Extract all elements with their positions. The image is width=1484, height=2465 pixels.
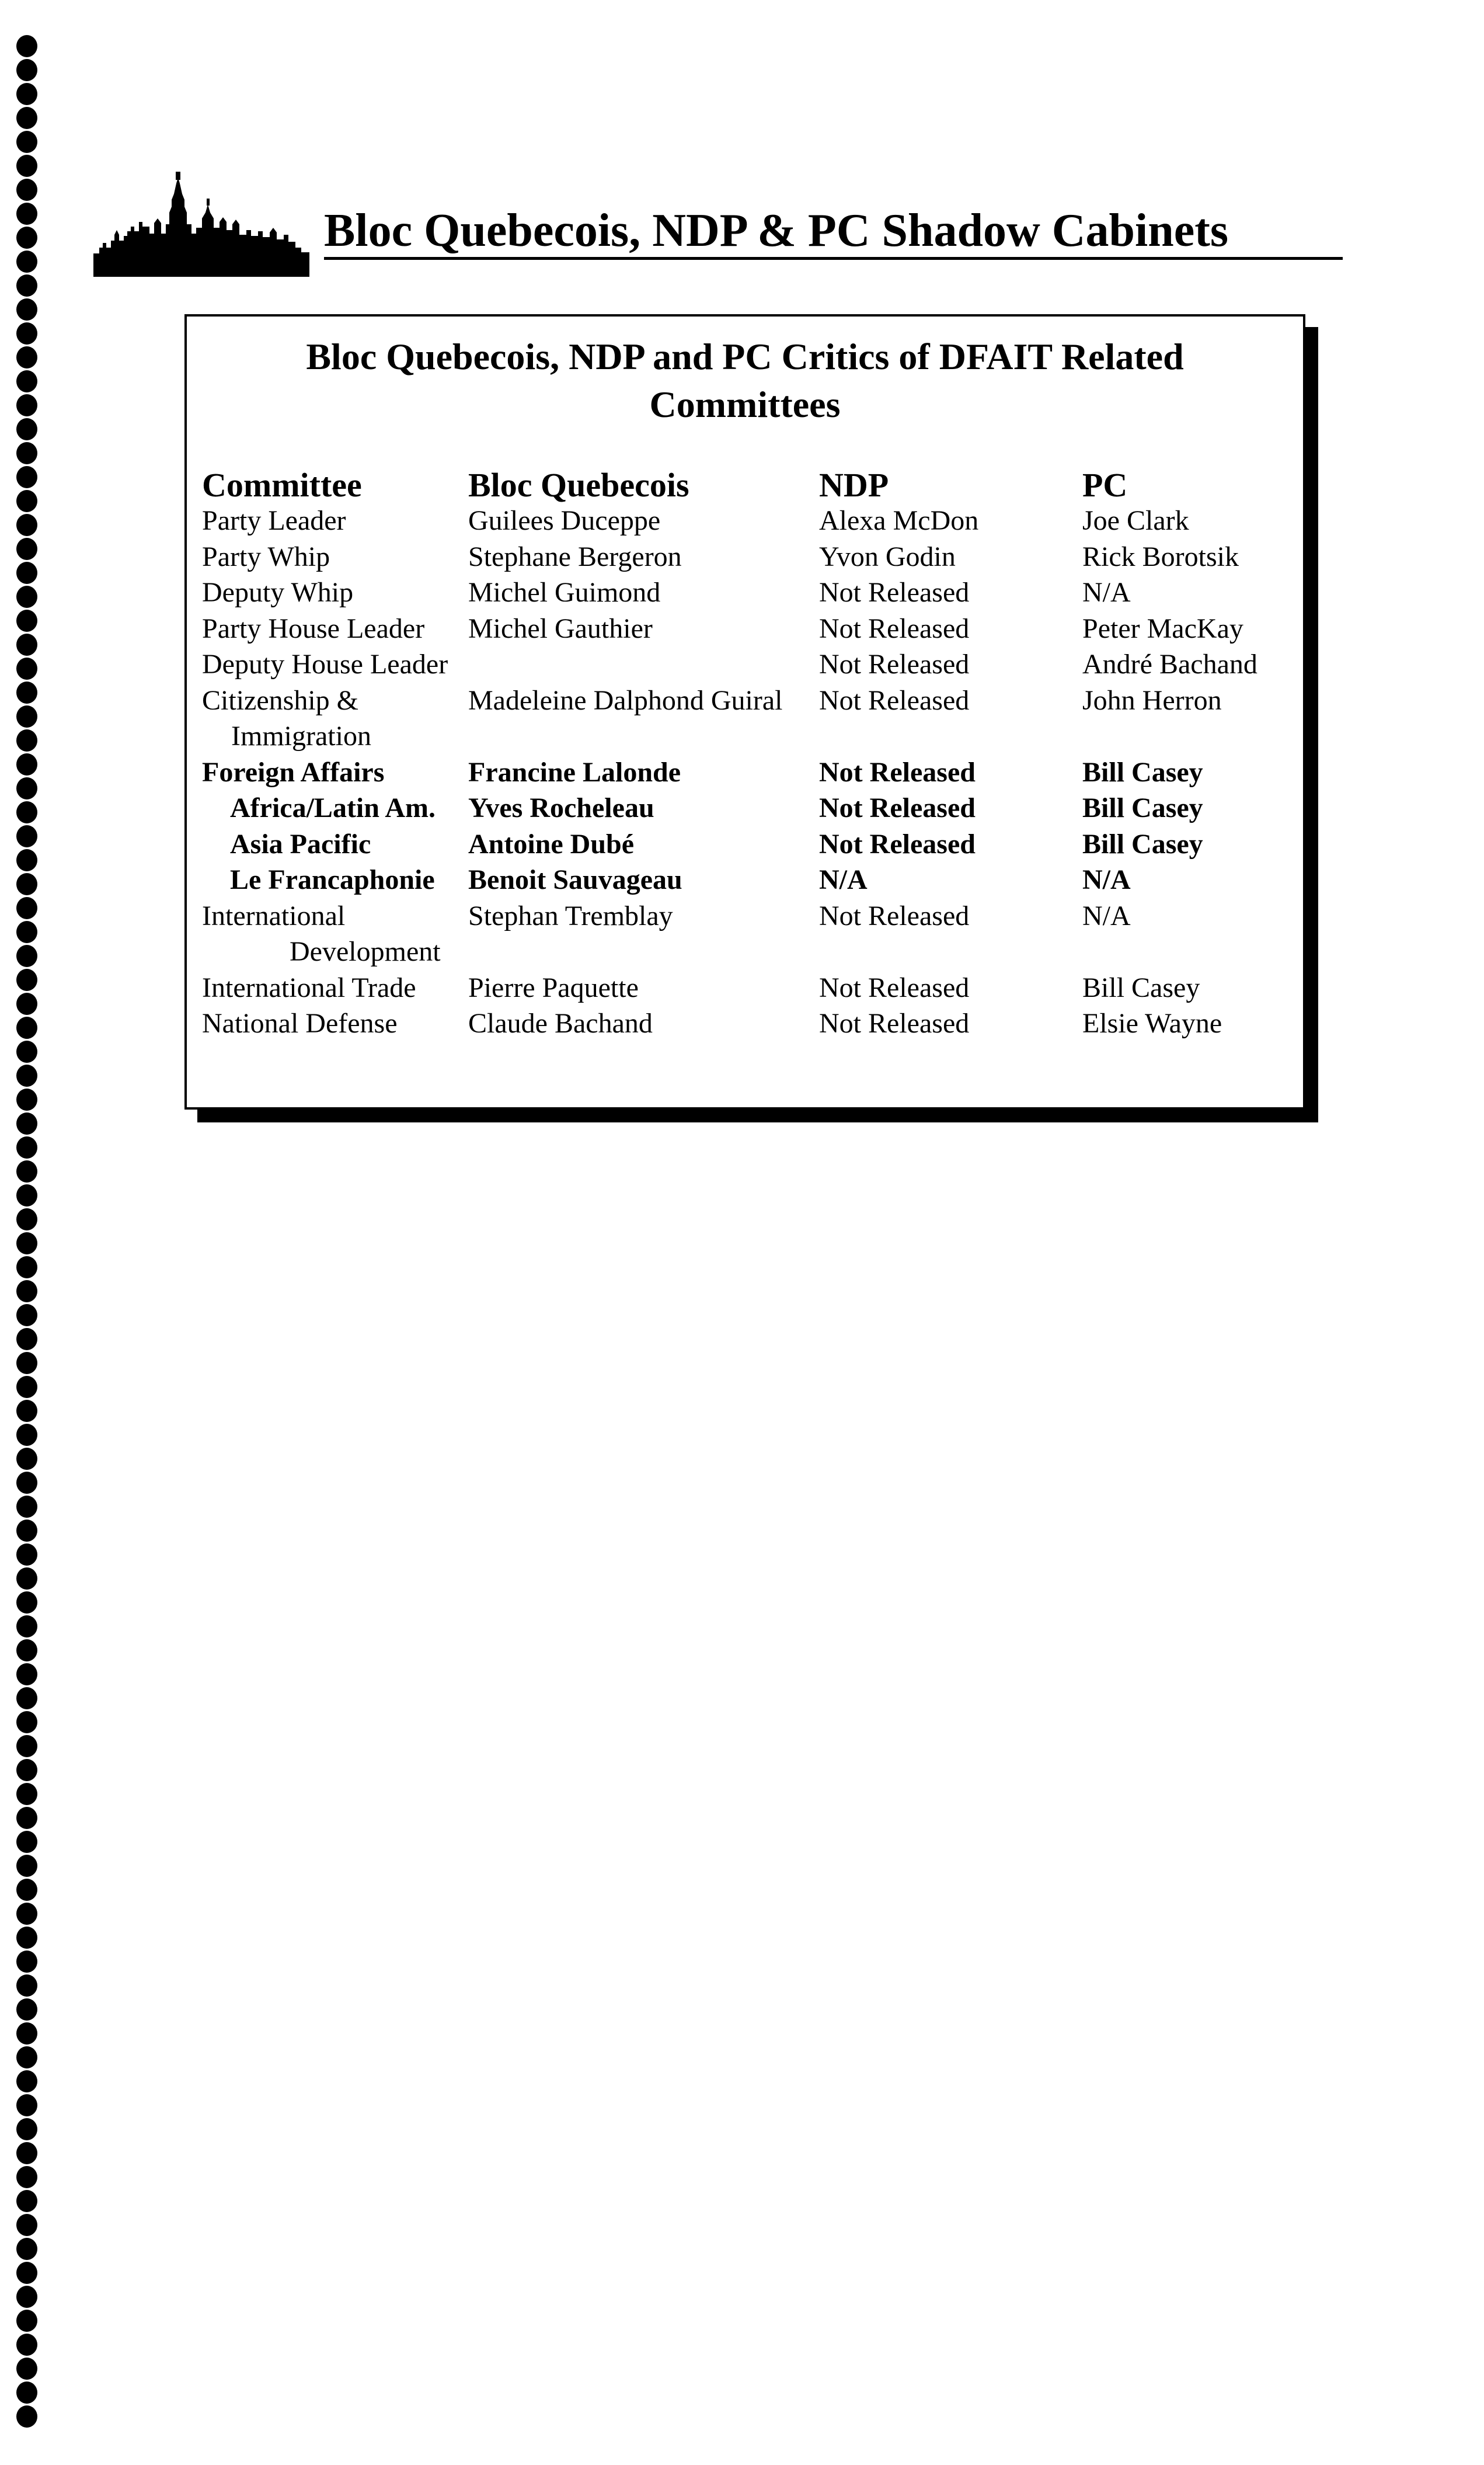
- cell-committee: Party Whip: [202, 541, 330, 572]
- cell-bloc: Benoit Sauvageau: [468, 864, 682, 895]
- binding-hole: [16, 1759, 37, 1781]
- cell-ndp: Yvon Godin: [819, 541, 956, 572]
- binding-hole: [16, 1663, 37, 1685]
- title-underline: [324, 257, 1343, 260]
- cell-bloc: Guilees Duceppe: [468, 505, 661, 536]
- cell-committee: Party House Leader: [202, 613, 425, 644]
- binding-hole: [16, 753, 37, 776]
- critics-table-box: [184, 314, 1305, 1110]
- binding-hole: [16, 35, 37, 57]
- cell-pc: Rick Borotsik: [1082, 541, 1239, 572]
- cell-ndp: Not Released: [819, 649, 970, 680]
- binding-hole: [16, 777, 37, 799]
- binding-hole: [16, 203, 37, 225]
- table-title-line2: Committees: [649, 384, 841, 425]
- binding-hole: [16, 370, 37, 392]
- cell-ndp: Not Released: [819, 756, 976, 788]
- binding-hole: [16, 2214, 37, 2236]
- binding-hole: [16, 1496, 37, 1518]
- binding-hole: [16, 394, 37, 416]
- binding-hole: [16, 2094, 37, 2116]
- binding-hole: [16, 2310, 37, 2332]
- binding-hole: [16, 2070, 37, 2092]
- cell-ndp: Not Released: [819, 1008, 970, 1039]
- binding-hole: [16, 1687, 37, 1709]
- binding-hole: [16, 1352, 37, 1374]
- binding-hole: [16, 2358, 37, 2380]
- binding-hole: [16, 1591, 37, 1614]
- binding-hole: [16, 1520, 37, 1542]
- binding-hole: [16, 1136, 37, 1159]
- binding-hole: [16, 59, 37, 81]
- binding-hole: [16, 1232, 37, 1254]
- binding-hole: [16, 658, 37, 680]
- binding-hole: [16, 825, 37, 847]
- binding-hole: [16, 322, 37, 345]
- cell-committee: Africa/Latin Am.: [230, 792, 436, 823]
- binding-hole: [16, 1639, 37, 1661]
- cell-committee-line2: Development: [290, 936, 441, 967]
- binding-hole: [16, 1160, 37, 1183]
- binding-hole: [16, 705, 37, 728]
- binding-hole: [16, 442, 37, 464]
- cell-pc: Peter MacKay: [1082, 613, 1243, 644]
- binding-hole: [16, 729, 37, 752]
- cell-committee: International: [202, 900, 346, 931]
- binding-hole: [16, 1400, 37, 1422]
- column-header-ndp: NDP: [819, 466, 889, 504]
- binding-hole: [16, 1543, 37, 1566]
- binding-hole: [16, 466, 37, 488]
- cell-ndp: Not Released: [819, 577, 970, 608]
- binding-hole: [16, 514, 37, 536]
- cell-bloc: Michel Guimond: [468, 577, 661, 608]
- cell-committee: Party Leader: [202, 505, 346, 536]
- cell-committee: Deputy Whip: [202, 577, 354, 608]
- binding-hole: [16, 2286, 37, 2308]
- binding-hole: [16, 1017, 37, 1039]
- binding-hole: [16, 1735, 37, 1757]
- spiral-binding: [16, 35, 40, 2429]
- binding-hole: [16, 274, 37, 297]
- binding-hole: [16, 2022, 37, 2045]
- table-title: [187, 333, 1303, 429]
- binding-hole: [16, 2142, 37, 2164]
- table-title-line1: Bloc Quebecois, NDP and PC Critics of DFAIT Related: [306, 336, 1184, 377]
- cell-bloc: Francine Lalonde: [468, 756, 681, 788]
- cell-bloc: Stephan Tremblay: [468, 900, 673, 931]
- parliament-skyline-icon: [93, 166, 309, 277]
- binding-hole: [16, 1065, 37, 1087]
- column-header-bloc: Bloc Quebecois: [468, 466, 689, 504]
- binding-hole: [16, 1831, 37, 1853]
- binding-hole: [16, 1184, 37, 1207]
- cell-bloc: Antoine Dubé: [468, 828, 635, 860]
- binding-hole: [16, 1615, 37, 1637]
- binding-hole: [16, 1280, 37, 1302]
- binding-hole: [16, 1879, 37, 1901]
- binding-hole: [16, 562, 37, 584]
- binding-hole: [16, 1376, 37, 1398]
- cell-committee: Le Francaphonie: [230, 864, 435, 895]
- binding-hole: [16, 2046, 37, 2068]
- binding-hole: [16, 538, 37, 560]
- binding-hole: [16, 897, 37, 919]
- cell-bloc: Madeleine Dalphond Guiral: [468, 684, 783, 716]
- cell-pc: Bill Casey: [1082, 756, 1203, 788]
- binding-hole: [16, 945, 37, 967]
- binding-hole: [16, 1424, 37, 1446]
- binding-hole: [16, 1472, 37, 1494]
- cell-pc: Joe Clark: [1082, 505, 1189, 536]
- cell-ndp: Not Released: [819, 684, 970, 716]
- binding-hole: [16, 2118, 37, 2140]
- binding-hole: [16, 610, 37, 632]
- cell-pc: Elsie Wayne: [1082, 1008, 1222, 1039]
- binding-hole: [16, 1855, 37, 1877]
- cell-bloc: Claude Bachand: [468, 1008, 653, 1039]
- page-title: Bloc Quebecois, NDP & PC Shadow Cabinets: [324, 205, 1228, 256]
- cell-bloc: Michel Gauthier: [468, 613, 653, 644]
- binding-hole: [16, 1448, 37, 1470]
- page-header: [93, 158, 1343, 274]
- binding-hole: [16, 346, 37, 368]
- binding-hole: [16, 2334, 37, 2356]
- cell-pc: N/A: [1082, 864, 1131, 895]
- cell-pc: N/A: [1082, 900, 1131, 931]
- cell-ndp: Not Released: [819, 792, 976, 823]
- binding-hole: [16, 298, 37, 321]
- binding-hole: [16, 969, 37, 991]
- binding-hole: [16, 873, 37, 895]
- cell-pc: Bill Casey: [1082, 972, 1200, 1003]
- binding-hole: [16, 179, 37, 201]
- cell-committee: International Trade: [202, 972, 416, 1003]
- binding-hole: [16, 1256, 37, 1278]
- cell-pc: John Herron: [1082, 684, 1222, 716]
- binding-hole: [16, 586, 37, 608]
- binding-hole: [16, 1807, 37, 1829]
- cell-bloc: Stephane Bergeron: [468, 541, 682, 572]
- binding-hole: [16, 251, 37, 273]
- binding-hole: [16, 634, 37, 656]
- binding-hole: [16, 155, 37, 177]
- binding-hole: [16, 1927, 37, 1949]
- binding-hole: [16, 1951, 37, 1973]
- cell-committee: National Defense: [202, 1008, 398, 1039]
- binding-hole: [16, 993, 37, 1015]
- binding-hole: [16, 107, 37, 129]
- column-header-pc: PC: [1082, 466, 1128, 504]
- cell-pc: André Bachand: [1082, 649, 1257, 680]
- cell-ndp: Not Released: [819, 828, 976, 860]
- binding-hole: [16, 418, 37, 440]
- cell-ndp: Not Released: [819, 972, 970, 1003]
- binding-hole: [16, 131, 37, 153]
- binding-hole: [16, 1112, 37, 1135]
- binding-hole: [16, 2166, 37, 2188]
- binding-hole: [16, 1974, 37, 1997]
- cell-bloc: Pierre Paquette: [468, 972, 639, 1003]
- binding-hole: [16, 1998, 37, 2021]
- cell-committee: Deputy House Leader: [202, 649, 448, 680]
- binding-hole: [16, 1041, 37, 1063]
- binding-hole: [16, 1089, 37, 1111]
- cell-ndp: Not Released: [819, 613, 970, 644]
- cell-pc: N/A: [1082, 577, 1131, 608]
- cell-committee: Citizenship &: [202, 684, 358, 716]
- binding-hole: [16, 801, 37, 823]
- column-header-committee: Committee: [202, 466, 362, 504]
- binding-hole: [16, 1208, 37, 1230]
- cell-committee: Foreign Affairs: [202, 756, 385, 788]
- binding-hole: [16, 2238, 37, 2260]
- binding-hole: [16, 1328, 37, 1350]
- binding-hole: [16, 2381, 37, 2404]
- cell-committee-line2: Immigration: [231, 721, 371, 752]
- binding-hole: [16, 1903, 37, 1925]
- cell-ndp: Not Released: [819, 900, 970, 931]
- binding-hole: [16, 2405, 37, 2428]
- cell-pc: Bill Casey: [1082, 828, 1203, 860]
- binding-hole: [16, 1783, 37, 1805]
- binding-hole: [16, 2190, 37, 2212]
- binding-hole: [16, 1304, 37, 1326]
- binding-hole: [16, 490, 37, 512]
- binding-hole: [16, 1567, 37, 1590]
- cell-ndp: Alexa McDon: [819, 505, 979, 536]
- cell-pc: Bill Casey: [1082, 792, 1203, 823]
- binding-hole: [16, 849, 37, 871]
- cell-bloc: Yves Rocheleau: [468, 792, 654, 823]
- binding-hole: [16, 1711, 37, 1733]
- binding-hole: [16, 227, 37, 249]
- binding-hole: [16, 682, 37, 704]
- cell-committee: Asia Pacific: [230, 828, 371, 860]
- binding-hole: [16, 2262, 37, 2284]
- binding-hole: [16, 83, 37, 105]
- cell-ndp: N/A: [819, 864, 868, 895]
- binding-hole: [16, 921, 37, 943]
